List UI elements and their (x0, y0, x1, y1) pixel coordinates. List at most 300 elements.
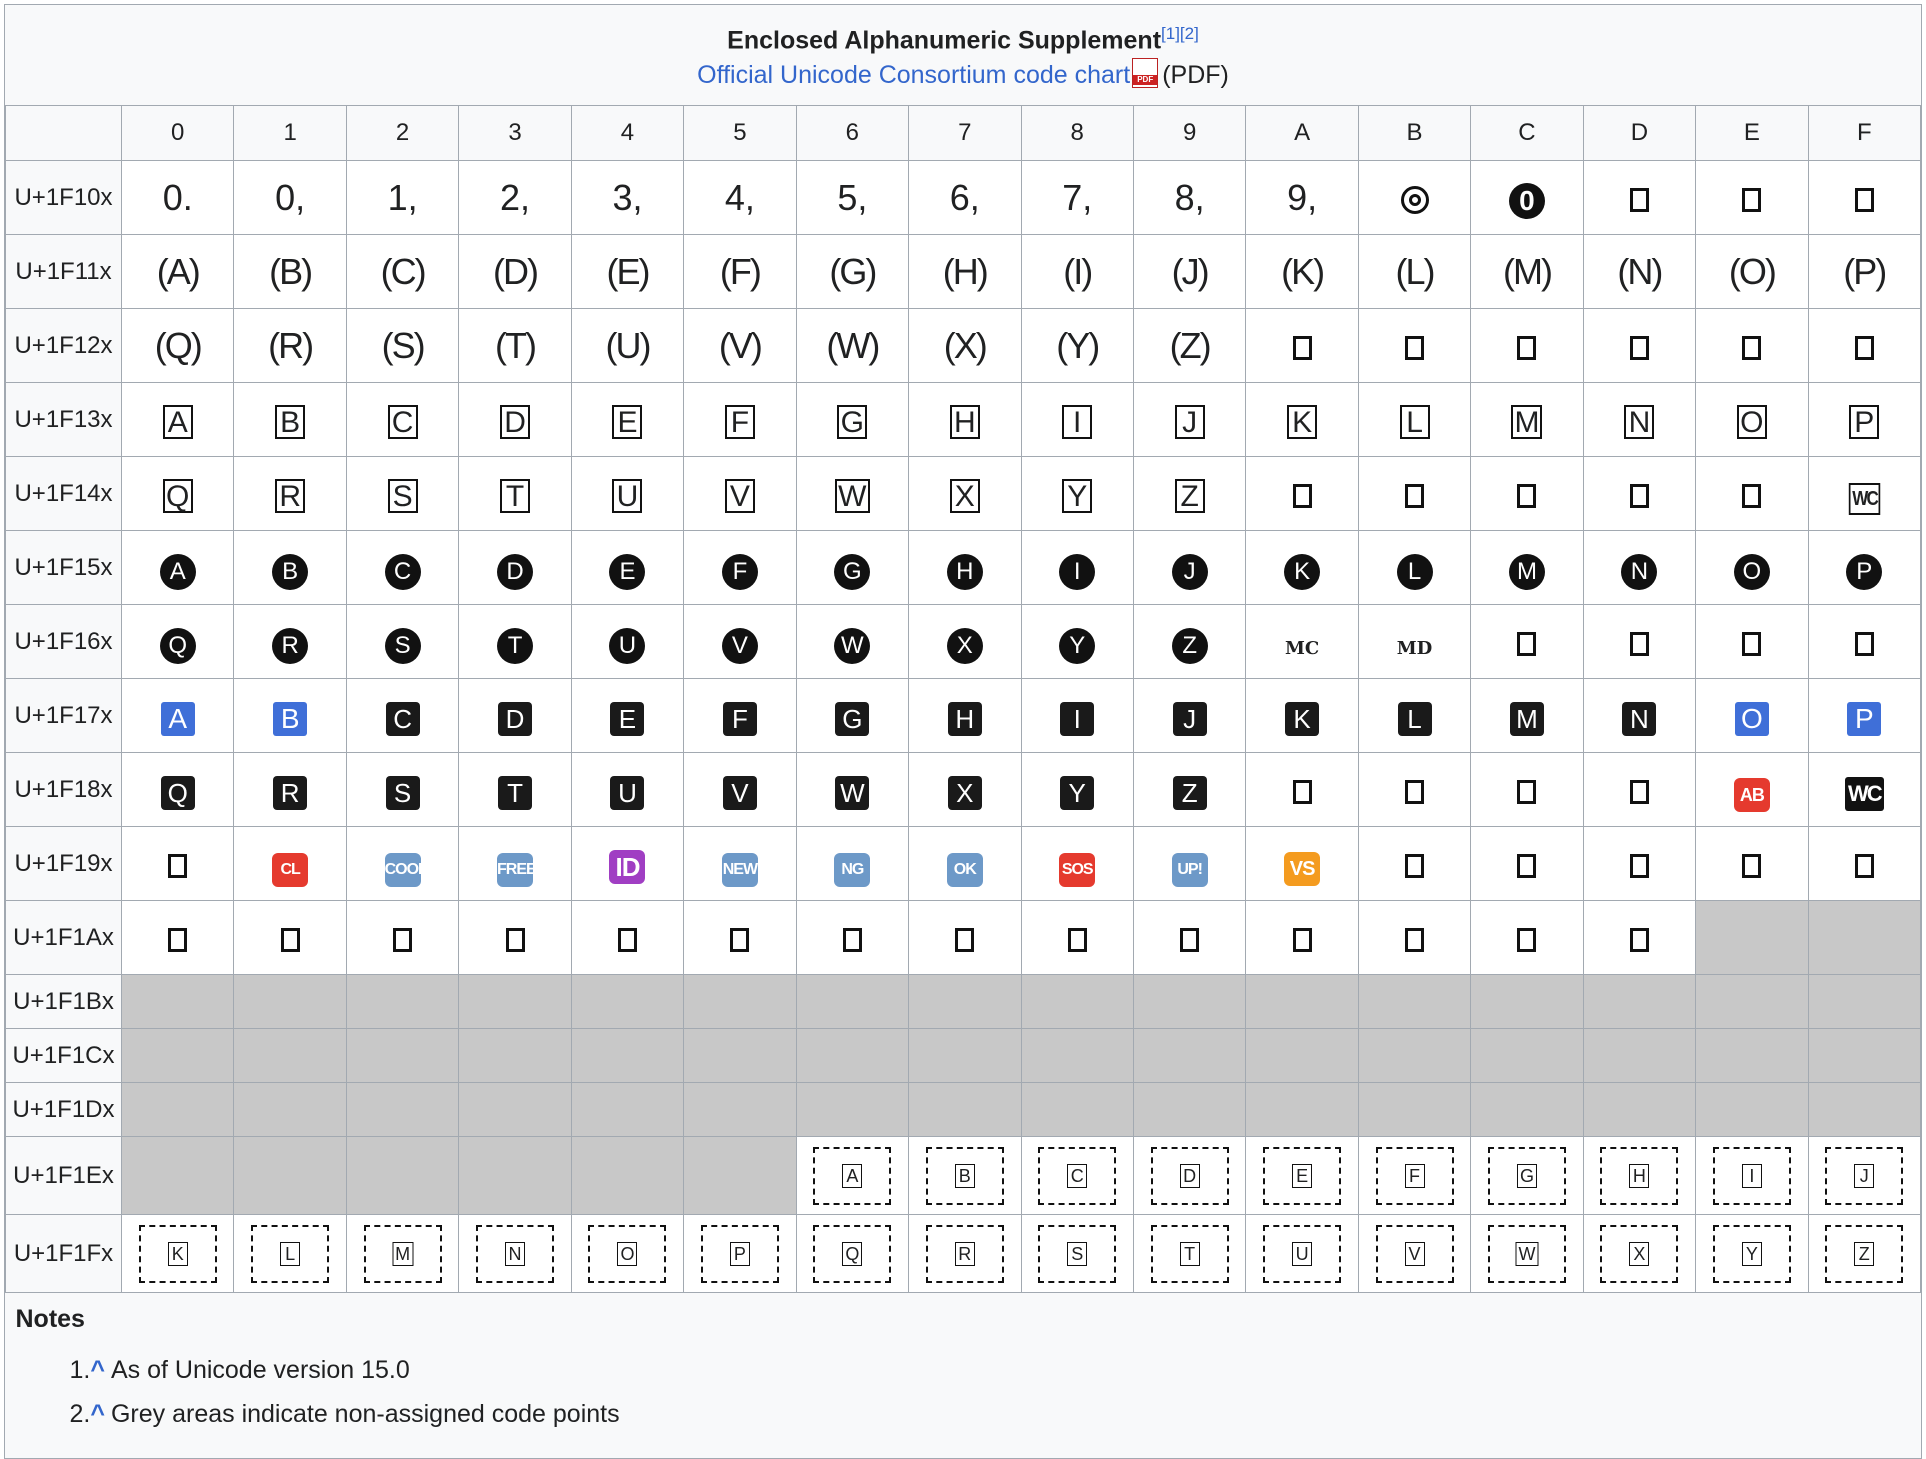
squared-letter: Z (1175, 479, 1205, 513)
unassigned-cell (571, 975, 683, 1029)
code-point-cell (122, 901, 234, 975)
unassigned-cell (571, 1083, 683, 1137)
column-header: 7 (909, 106, 1021, 161)
code-point-cell (1246, 161, 1358, 235)
code-point-cell (234, 827, 346, 901)
glyph-text: 2, (500, 176, 531, 218)
code-point-cell (346, 161, 458, 235)
code-point-cell (1246, 1137, 1358, 1215)
regional-indicator-symbol (476, 1225, 554, 1283)
unassigned-cell (346, 1137, 458, 1215)
code-point-cell (1133, 531, 1245, 605)
missing-glyph-box-icon (843, 928, 862, 952)
notes-cell (6, 1293, 1921, 1459)
code-chart-link[interactable]: Official Unicode Consortium code chart (697, 61, 1131, 90)
code-point-cell (1358, 161, 1470, 235)
regional-indicator-symbol (701, 1225, 779, 1283)
code-point-cell (571, 605, 683, 679)
code-point-cell (1471, 753, 1583, 827)
negative-circled-letter: S (385, 628, 421, 664)
code-point-cell (1471, 235, 1583, 309)
code-point-cell (346, 309, 458, 383)
code-point-cell (1808, 679, 1920, 753)
missing-glyph-box-icon (281, 928, 300, 952)
code-point-cell (1583, 827, 1695, 901)
corner-cell (6, 106, 122, 161)
code-point-cell (1696, 531, 1808, 605)
squared-letter: O (1737, 405, 1767, 439)
negative-squared-letter: T (498, 776, 532, 810)
code-point-cell (1808, 827, 1920, 901)
row-header: U+1F1Ex (6, 1137, 122, 1215)
code-point-cell (459, 605, 571, 679)
negative-circled-letter: A (160, 554, 196, 590)
squared-letter: W (835, 479, 869, 513)
code-point-cell (1808, 531, 1920, 605)
code-point-cell (1696, 457, 1808, 531)
code-point-cell (571, 679, 683, 753)
squared-letter: G (837, 405, 867, 439)
regional-indicator-symbol (588, 1225, 666, 1283)
notes-title: Notes (15, 1305, 85, 1334)
glyph-text: 3, (612, 176, 643, 218)
code-point-cell (1471, 457, 1583, 531)
regional-indicator-letter: F (1405, 1164, 1425, 1188)
code-point-cell (1583, 161, 1695, 235)
code-point-cell (684, 679, 796, 753)
squared-id-emoji: ID (609, 850, 645, 884)
code-point-cell (909, 679, 1021, 753)
code-point-cell (234, 457, 346, 531)
code-point-row (6, 1215, 1921, 1293)
row-header: U+1F10x (6, 161, 122, 235)
code-point-cell (909, 457, 1021, 531)
note-text: Grey areas indicate non-assigned code points (110, 1400, 620, 1429)
regional-indicator-letter: P (730, 1242, 750, 1266)
unassigned-cell (234, 1083, 346, 1137)
code-point-cell (796, 753, 908, 827)
code-point-cell (234, 383, 346, 457)
note-number: 1. (69, 1356, 91, 1385)
unassigned-cell (234, 975, 346, 1029)
parenthesized-letter: (G) (829, 250, 876, 292)
squared-letter: U (612, 479, 642, 513)
regional-indicator-letter: Q (842, 1242, 862, 1266)
regional-indicator-letter: U (1292, 1242, 1312, 1266)
code-point-cell (571, 531, 683, 605)
missing-glyph-box-icon (1293, 928, 1312, 952)
code-point-cell (1696, 383, 1808, 457)
code-point-cell (1471, 679, 1583, 753)
code-point-cell (1696, 605, 1808, 679)
code-point-cell (1021, 753, 1133, 827)
blood-type-emoji: P (1847, 702, 1881, 736)
squared-wc-sign: WC (1848, 483, 1880, 515)
regional-indicator-letter: D (1180, 1164, 1200, 1188)
unassigned-cell (1583, 1083, 1695, 1137)
row-header: U+1F14x (6, 457, 122, 531)
regional-indicator-symbol (1038, 1147, 1116, 1205)
missing-glyph-box-icon (1405, 336, 1424, 360)
code-point-cell (1021, 235, 1133, 309)
parenthesized-letter: (A) (156, 250, 199, 292)
code-point-cell (909, 309, 1021, 383)
negative-circled-letter: X (947, 628, 983, 664)
code-point-cell (459, 679, 571, 753)
code-point-cell (796, 1137, 908, 1215)
unassigned-cell (1696, 1029, 1808, 1083)
negative-squared-letter: X (948, 776, 982, 810)
code-point-cell (684, 605, 796, 679)
regional-indicator-letter: X (1629, 1242, 1649, 1266)
regional-indicator-letter: O (617, 1242, 637, 1266)
squared-letter: H (950, 405, 980, 439)
negative-circled-letter: R (272, 628, 308, 664)
code-point-cell (1696, 1215, 1808, 1293)
code-point-cell (1133, 161, 1245, 235)
squared-letter: C (388, 405, 418, 439)
missing-glyph-box-icon (1405, 854, 1424, 878)
code-point-cell (1471, 161, 1583, 235)
missing-glyph-box-icon (955, 928, 974, 952)
blood-type-emoji: A (161, 702, 195, 736)
negative-squared-letter: D (498, 702, 532, 736)
negative-squared-letter: Q (161, 776, 195, 810)
row-header: U+1F1Ax (6, 901, 122, 975)
negative-circled-letter: Q (160, 628, 196, 664)
unassigned-cell (1133, 1083, 1245, 1137)
unassigned-cell (1246, 1083, 1358, 1137)
unassigned-cell (459, 1029, 571, 1083)
glyph-text: 5, (837, 176, 868, 218)
code-point-cell (459, 531, 571, 605)
missing-glyph-box-icon (1630, 336, 1649, 360)
code-point-cell (796, 309, 908, 383)
code-point-cell (459, 901, 571, 975)
column-header: 4 (571, 106, 683, 161)
raised-mark-sign: MC (1284, 637, 1320, 659)
squared-word-emoji: NG (834, 853, 870, 887)
pdf-icon (1132, 58, 1158, 88)
code-point-cell (1021, 457, 1133, 531)
code-point-cell (459, 753, 571, 827)
row-header: U+1F1Cx (6, 1029, 122, 1083)
missing-glyph-box-icon (1517, 854, 1536, 878)
column-header: D (1583, 106, 1695, 161)
negative-squared-letter: L (1398, 702, 1432, 736)
unassigned-cell (459, 975, 571, 1029)
column-header: 0 (122, 106, 234, 161)
unassigned-cell (684, 1137, 796, 1215)
code-point-cell (1246, 235, 1358, 309)
missing-glyph-box-icon (1293, 780, 1312, 804)
code-point-row (6, 235, 1921, 309)
code-point-cell (796, 457, 908, 531)
code-point-cell (796, 1215, 908, 1293)
row-header: U+1F17x (6, 679, 122, 753)
negative-squared-letter: V (723, 776, 757, 810)
regional-indicator-symbol (926, 1147, 1004, 1205)
glyph-text: 1, (387, 176, 418, 218)
code-point-cell (459, 309, 571, 383)
code-point-cell (1471, 531, 1583, 605)
code-point-cell (796, 901, 908, 975)
squared-vs-emoji: VS (1284, 852, 1320, 886)
code-point-row (6, 161, 1921, 235)
code-point-row (6, 975, 1921, 1029)
code-point-cell (1808, 235, 1920, 309)
regional-indicator-letter: L (280, 1242, 300, 1266)
missing-glyph-box-icon (1742, 188, 1761, 212)
code-point-cell (1133, 235, 1245, 309)
code-point-cell (1133, 827, 1245, 901)
unassigned-cell (122, 975, 234, 1029)
code-point-cell (909, 1137, 1021, 1215)
row-header: U+1F13x (6, 383, 122, 457)
code-point-row (6, 457, 1921, 531)
regional-indicator-symbol (1713, 1147, 1791, 1205)
code-point-cell (684, 753, 796, 827)
code-point-cell (234, 605, 346, 679)
backlink-caret[interactable]: ^ (90, 1400, 105, 1429)
squared-letter: M (1511, 405, 1542, 439)
code-point-cell (1246, 827, 1358, 901)
code-point-cell (1358, 235, 1470, 309)
regional-indicator-letter: T (1180, 1242, 1200, 1266)
squared-letter: D (500, 405, 530, 439)
negative-squared-letter: I (1060, 702, 1094, 736)
code-point-cell (571, 1215, 683, 1293)
negative-squared-letter: Y (1060, 776, 1094, 810)
missing-glyph-box-icon (1405, 780, 1424, 804)
unassigned-cell (684, 1083, 796, 1137)
reference-links[interactable]: [1][2] (1161, 24, 1199, 43)
code-point-row (6, 383, 1921, 457)
regional-indicator-symbol (139, 1225, 217, 1283)
squared-letter: B (275, 405, 305, 439)
code-point-cell (234, 161, 346, 235)
code-point-cell (1133, 309, 1245, 383)
column-header: 3 (459, 106, 571, 161)
code-point-cell (346, 605, 458, 679)
code-point-cell (1021, 531, 1133, 605)
squared-letter: Y (1062, 479, 1092, 513)
code-point-cell (1808, 161, 1920, 235)
column-header: C (1471, 106, 1583, 161)
parenthesized-letter: (J) (1171, 250, 1208, 292)
code-point-cell (459, 383, 571, 457)
negative-squared-letter: N (1622, 702, 1656, 736)
code-point-row (6, 1029, 1921, 1083)
code-point-cell (1696, 309, 1808, 383)
code-point-cell (1133, 383, 1245, 457)
code-point-cell (1808, 1215, 1920, 1293)
row-header: U+1F12x (6, 309, 122, 383)
code-point-cell (1808, 309, 1920, 383)
code-point-cell (1246, 1215, 1358, 1293)
column-header: F (1808, 106, 1920, 161)
missing-glyph-box-icon (1630, 484, 1649, 508)
code-point-cell (1358, 531, 1470, 605)
glyph-text: 9, (1287, 176, 1318, 218)
code-point-cell (459, 1215, 571, 1293)
squared-letter: L (1400, 405, 1430, 439)
pdf-note: (PDF) (1162, 61, 1229, 90)
code-point-cell (346, 457, 458, 531)
negative-squared-letter: Z (1173, 776, 1207, 810)
squared-word-emoji: COOL (385, 853, 421, 887)
code-point-rows (6, 161, 1921, 1293)
negative-squared-letter: S (386, 776, 420, 810)
parenthesized-letter: (X) (943, 324, 986, 366)
squared-word-emoji: FREE (497, 853, 533, 887)
backlink-caret[interactable]: ^ (90, 1356, 105, 1385)
unassigned-cell (1358, 975, 1470, 1029)
missing-glyph-box-icon (1630, 188, 1649, 212)
unassigned-cell (1246, 1029, 1358, 1083)
code-point-cell (1246, 383, 1358, 457)
negative-circled-zero: 0 (1509, 183, 1545, 219)
code-point-cell (1246, 605, 1358, 679)
code-point-cell (459, 827, 571, 901)
missing-glyph-box-icon (1630, 928, 1649, 952)
code-point-cell (1246, 531, 1358, 605)
negative-squared-wc-sign: WC (1845, 777, 1884, 811)
code-point-cell (571, 901, 683, 975)
missing-glyph-box-icon (618, 928, 637, 952)
unassigned-cell (346, 1029, 458, 1083)
code-point-cell (1021, 901, 1133, 975)
negative-circled-letter: F (722, 554, 758, 590)
code-point-cell (122, 383, 234, 457)
negative-circled-letter: V (722, 628, 758, 664)
code-point-row (6, 1083, 1921, 1137)
glyph-text: 6, (949, 176, 980, 218)
negative-circled-letter: T (497, 628, 533, 664)
squared-letter: N (1624, 405, 1654, 439)
code-chart-table (5, 5, 1921, 1458)
negative-circled-letter: C (385, 554, 421, 590)
regional-indicator-symbol (1713, 1225, 1791, 1283)
column-header: 6 (796, 106, 908, 161)
negative-squared-letter: G (835, 702, 869, 736)
squared-letter: E (612, 405, 642, 439)
column-header: 5 (684, 106, 796, 161)
unassigned-cell (1133, 1029, 1245, 1083)
code-point-cell (1583, 309, 1695, 383)
code-point-cell (1133, 679, 1245, 753)
regional-indicator-symbol (813, 1225, 891, 1283)
note-item (70, 1392, 1911, 1436)
parenthesized-letter: (T) (495, 324, 536, 366)
negative-circled-letter: I (1059, 554, 1095, 590)
negative-circled-letter: K (1284, 554, 1320, 590)
regional-indicator-symbol (813, 1147, 891, 1205)
code-point-cell (909, 1215, 1021, 1293)
blood-type-emoji: O (1735, 702, 1769, 736)
column-header: 1 (234, 106, 346, 161)
code-point-cell (1583, 1215, 1695, 1293)
regional-indicator-letter: G (1517, 1164, 1537, 1188)
negative-squared-letter: E (610, 702, 644, 736)
code-point-cell (234, 753, 346, 827)
unassigned-cell (234, 1029, 346, 1083)
code-point-cell (122, 679, 234, 753)
code-point-cell (1696, 1137, 1808, 1215)
missing-glyph-box-icon (1517, 928, 1536, 952)
row-header: U+1F19x (6, 827, 122, 901)
code-point-cell (571, 161, 683, 235)
code-point-cell (346, 1215, 458, 1293)
missing-glyph-box-icon (168, 928, 187, 952)
missing-glyph-box-icon (393, 928, 412, 952)
unassigned-cell (1246, 975, 1358, 1029)
unassigned-cell (1696, 975, 1808, 1029)
unassigned-cell (909, 975, 1021, 1029)
regional-indicator-letter: H (1629, 1164, 1649, 1188)
code-point-cell (1808, 605, 1920, 679)
missing-glyph-box-icon (1855, 188, 1874, 212)
code-point-cell (1583, 753, 1695, 827)
code-point-cell (1133, 457, 1245, 531)
regional-indicator-symbol (364, 1225, 442, 1283)
unassigned-cell (1133, 975, 1245, 1029)
code-point-cell (1696, 679, 1808, 753)
code-point-cell (684, 235, 796, 309)
missing-glyph-box-icon (1517, 780, 1536, 804)
code-point-cell (571, 753, 683, 827)
squared-letter: A (163, 405, 193, 439)
squared-word-emoji: SOS (1059, 853, 1095, 887)
note-text: As of Unicode version 15.0 (110, 1356, 410, 1385)
code-point-cell (234, 679, 346, 753)
missing-glyph-box-icon (1517, 632, 1536, 656)
code-point-cell (459, 161, 571, 235)
parenthesized-letter: (M) (1502, 250, 1551, 292)
code-point-cell (1358, 679, 1470, 753)
regional-indicator-letter: Z (1854, 1242, 1874, 1266)
regional-indicator-symbol (1488, 1147, 1566, 1205)
code-point-cell (1471, 605, 1583, 679)
unassigned-cell (1696, 901, 1808, 975)
code-point-cell (796, 161, 908, 235)
row-header: U+1F18x (6, 753, 122, 827)
negative-squared-letter: U (610, 776, 644, 810)
code-point-cell (571, 827, 683, 901)
unassigned-cell (684, 1029, 796, 1083)
code-point-row (6, 1137, 1921, 1215)
squared-letter: I (1062, 405, 1092, 439)
negative-circled-letter: H (947, 554, 983, 590)
code-point-cell (122, 753, 234, 827)
code-point-cell (1358, 457, 1470, 531)
parenthesized-letter: (U) (605, 324, 650, 366)
missing-glyph-box-icon (1405, 928, 1424, 952)
missing-glyph-box-icon (1742, 484, 1761, 508)
code-point-cell (234, 901, 346, 975)
row-header: U+1F1Bx (6, 975, 122, 1029)
code-point-cell (459, 235, 571, 309)
block-title-text: Enclosed Alphanumeric Supplement (727, 26, 1162, 55)
code-point-cell (571, 309, 683, 383)
note-item (70, 1348, 1911, 1392)
row-header: U+1F15x (6, 531, 122, 605)
squared-letter: P (1849, 405, 1879, 439)
code-point-cell (796, 827, 908, 901)
code-point-cell (346, 531, 458, 605)
squared-word-emoji: CL (272, 853, 308, 887)
parenthesized-letter: (P) (1843, 250, 1886, 292)
